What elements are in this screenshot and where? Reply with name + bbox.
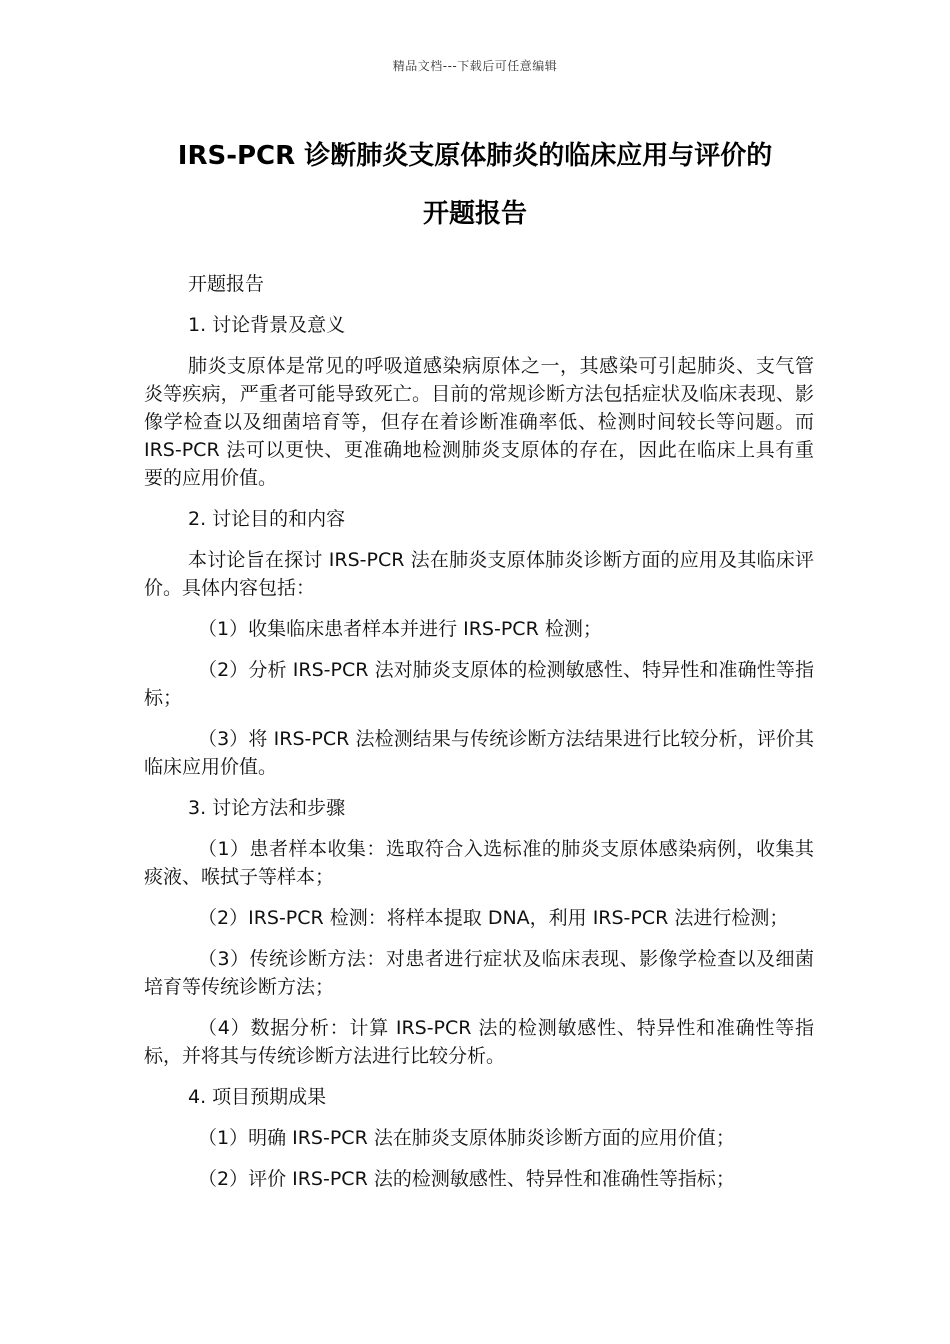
list-item-outcome-2: （2）评价 IRS-PCR 法的检测敏感性、特异性和准确性等指标；: [198, 1168, 735, 1190]
list-item-method-2: （2）IRS-PCR 检测：将样本提取 DNA，利用 IRS-PCR 法进行检测；: [198, 907, 789, 929]
section-heading-objectives: 2. 讨论目的和内容: [188, 508, 346, 530]
paragraph-background: 肺炎支原体是常见的呼吸道感染病原体之一，其感染可引起肺炎、支气管炎等疾病，严重者可能导致死亡。目前的常规诊断方法包括症状及临床表现、影像学检查以及细菌培育等，但存在着诊断准确率低、检测时间较长等问题。而 IRS-PCR 法可以更快、更准确地检测肺炎支原体的存在，因此在临床上具有重要的应用价值。: [144, 355, 814, 489]
list-item-method-1: （1）患者样本收集：选取符合入选标准的肺炎支原体感染病例，收集其痰液、喉拭子等样本；: [144, 838, 814, 888]
section-label-report: 开题报告: [188, 273, 265, 295]
list-item-method-4: （4）数据分析：计算 IRS-PCR 法的检测敏感性、特异性和准确性等指标，并将其与传统诊断方法进行比较分析。: [144, 1017, 814, 1067]
document-title-line-2: 开题报告: [422, 199, 527, 229]
list-item-method-3: （3）传统诊断方法：对患者进行症状及临床表现、影像学检查以及细菌培育等传统诊断方法；: [144, 948, 814, 998]
document-title-line-1: IRS-PCR 诊断肺炎支原体肺炎的临床应用与评价的: [177, 141, 773, 171]
list-item-objective-3: （3）将 IRS-PCR 法检测结果与传统诊断方法结果进行比较分析，评价其临床应用价值。: [144, 728, 814, 778]
list-item-objective-1: （1）收集临床患者样本并进行 IRS-PCR 检测；: [198, 618, 602, 640]
list-item-outcome-1: （1）明确 IRS-PCR 法在肺炎支原体肺炎诊断方面的应用价值；: [198, 1127, 735, 1149]
document-body: [144, 270, 814, 1193]
section-heading-outcomes: 4. 项目预期成果: [188, 1086, 327, 1108]
page-header-note: 精品文档---下载后可任意编辑: [392, 59, 558, 73]
paragraph-objectives: 本讨论旨在探讨 IRS-PCR 法在肺炎支原体肺炎诊断方面的应用及其临床评价。具体内容包括：: [144, 549, 814, 599]
section-heading-background: 1. 讨论背景及意义: [188, 314, 346, 336]
section-heading-methods: 3. 讨论方法和步骤: [188, 797, 346, 819]
list-item-objective-2: （2）分析 IRS-PCR 法对肺炎支原体的检测敏感性、特异性和准确性等指标；: [144, 659, 814, 709]
